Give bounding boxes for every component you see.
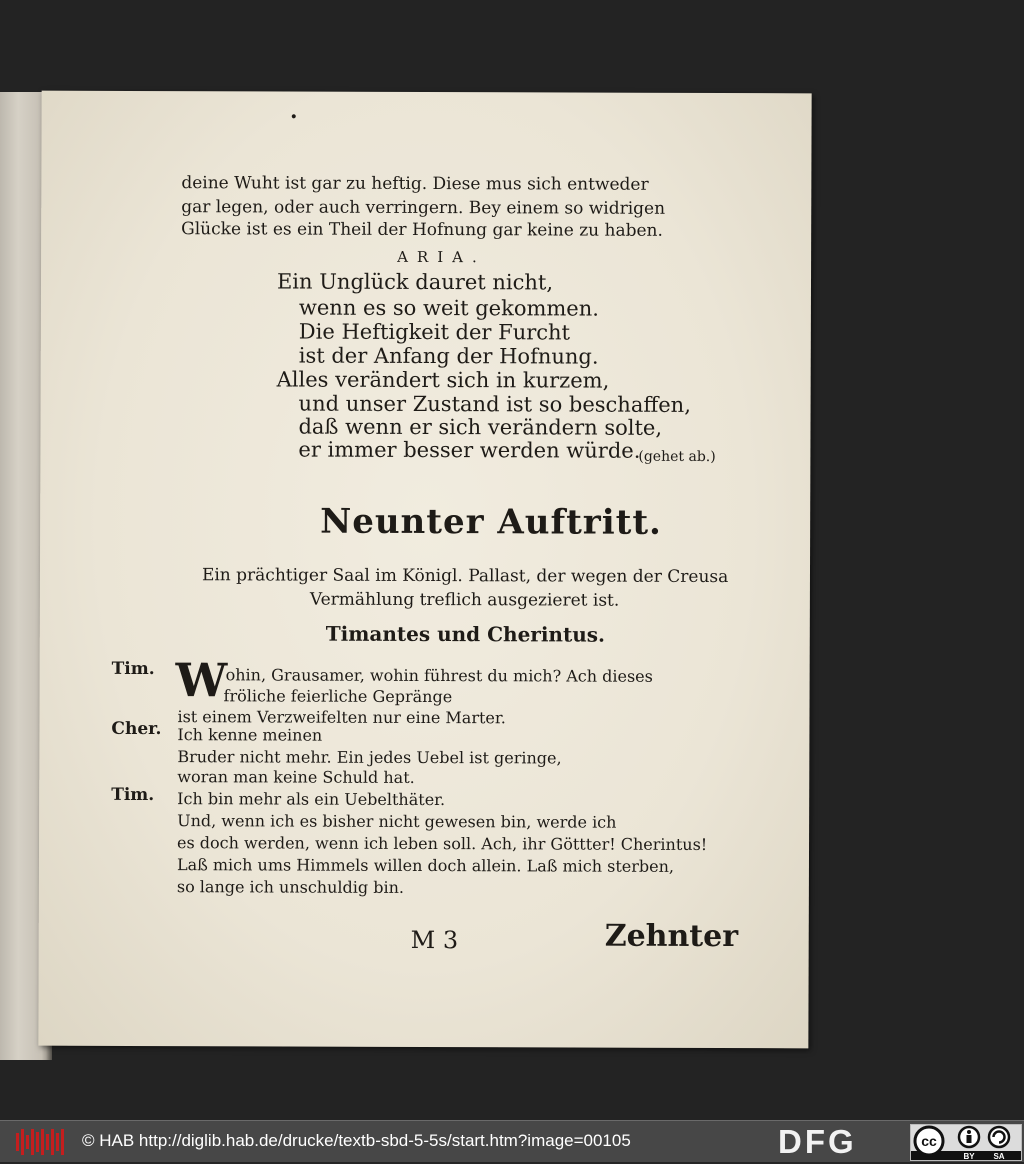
speech-2-line-2: Bruder nicht mehr. Ein jedes Uebel ist geringe, <box>177 747 562 768</box>
setting-line-2: Vermählung treflich ausgezieret ist. <box>309 589 620 611</box>
speech-3-line-5: so lange ich unschuldig bin. <box>176 877 405 897</box>
aria-line-3: Die Heftigkeit der Furcht <box>298 319 571 345</box>
speech-2-line-1: Ich kenne meinen <box>177 725 323 745</box>
speech-1-line-3: ist einem Verzweifelten nur eine Marter. <box>177 707 506 728</box>
catchword: Zehnter <box>604 918 739 955</box>
speech-3-line-4: Laß mich ums Himmels willen doch allein. Laß mich sterben, <box>176 855 675 876</box>
speech-3-line-1: Ich bin mehr als ein Uebelthäter. <box>177 789 446 810</box>
drop-capital: W <box>175 653 228 708</box>
aria-line-6: und unser Zustand ist so beschaffen, <box>298 391 691 417</box>
aria-heading: ARIA. <box>397 247 486 267</box>
dfg-logo: DFG <box>778 1123 857 1160</box>
speech-1-line-1: ohin, Grausamer, wohin führest du mich? Ach dieses <box>225 665 653 686</box>
aria-line-5: Alles verändert sich in kurzem, <box>276 367 610 393</box>
aria-line-4: ist der Anfang der Hofnung. <box>298 343 599 369</box>
persons-heading: Timantes und Cherintus. <box>325 621 606 647</box>
act-title: Neunter Auftritt. <box>320 501 662 543</box>
speaker-tim-1: Tim. <box>111 658 155 680</box>
copyright-url[interactable]: © HAB http://diglib.hab.de/drucke/textb-sbd-5-5s/start.htm?image=00105 <box>82 1131 631 1150</box>
prose-line-1: deine Wuht ist gar zu heftig. Diese mus sich entweder <box>181 173 649 195</box>
by-icon <box>959 1127 979 1147</box>
speaker-cher: Cher. <box>111 718 162 740</box>
by-label: BY <box>963 1152 975 1160</box>
setting-line-1: Ein prächtiger Saal im Königl. Pallast, der wegen der Creusa <box>201 565 729 588</box>
speech-3-line-3: es doch werden, wenn ich leben soll. Ach, ihr Göttter! Cherintus! <box>177 833 708 854</box>
stage-direction: (gehet ab.) <box>638 448 716 466</box>
aria-line-7: daß wenn er sich verändern solte, <box>298 414 663 440</box>
page-mark: • <box>289 109 298 126</box>
svg-text:cc: cc <box>921 1133 937 1149</box>
signature-mark: M 3 <box>410 925 459 955</box>
aria-line-8: er immer besser werden würde. <box>298 437 641 463</box>
cc-license-badge[interactable] <box>910 1124 1022 1161</box>
speech-3-line-2: Und, wenn ich es bisher nicht gewesen bin, werde ich <box>177 811 617 832</box>
speech-1-line-2: fröliche feierliche Gepränge <box>223 686 453 707</box>
sa-icon <box>989 1127 1009 1147</box>
book-page <box>38 91 811 1049</box>
speech-2-line-3: woran man keine Schuld hat. <box>177 767 415 787</box>
hab-logo-icon <box>16 1129 64 1155</box>
sa-label: SA <box>993 1152 1005 1160</box>
viewer-footer <box>0 1120 1024 1162</box>
prose-line-2: gar legen, oder auch verringern. Bey einem so widrigen <box>181 197 666 219</box>
cc-icon <box>915 1127 943 1155</box>
aria-line-1: Ein Unglück dauret nicht, <box>276 269 554 295</box>
aria-line-2: wenn es so weit gekommen. <box>298 295 599 321</box>
prose-line-3: Glücke ist es ein Theil der Hofnung gar keine zu haben. <box>181 219 663 241</box>
speaker-tim-2: Tim. <box>111 784 155 806</box>
